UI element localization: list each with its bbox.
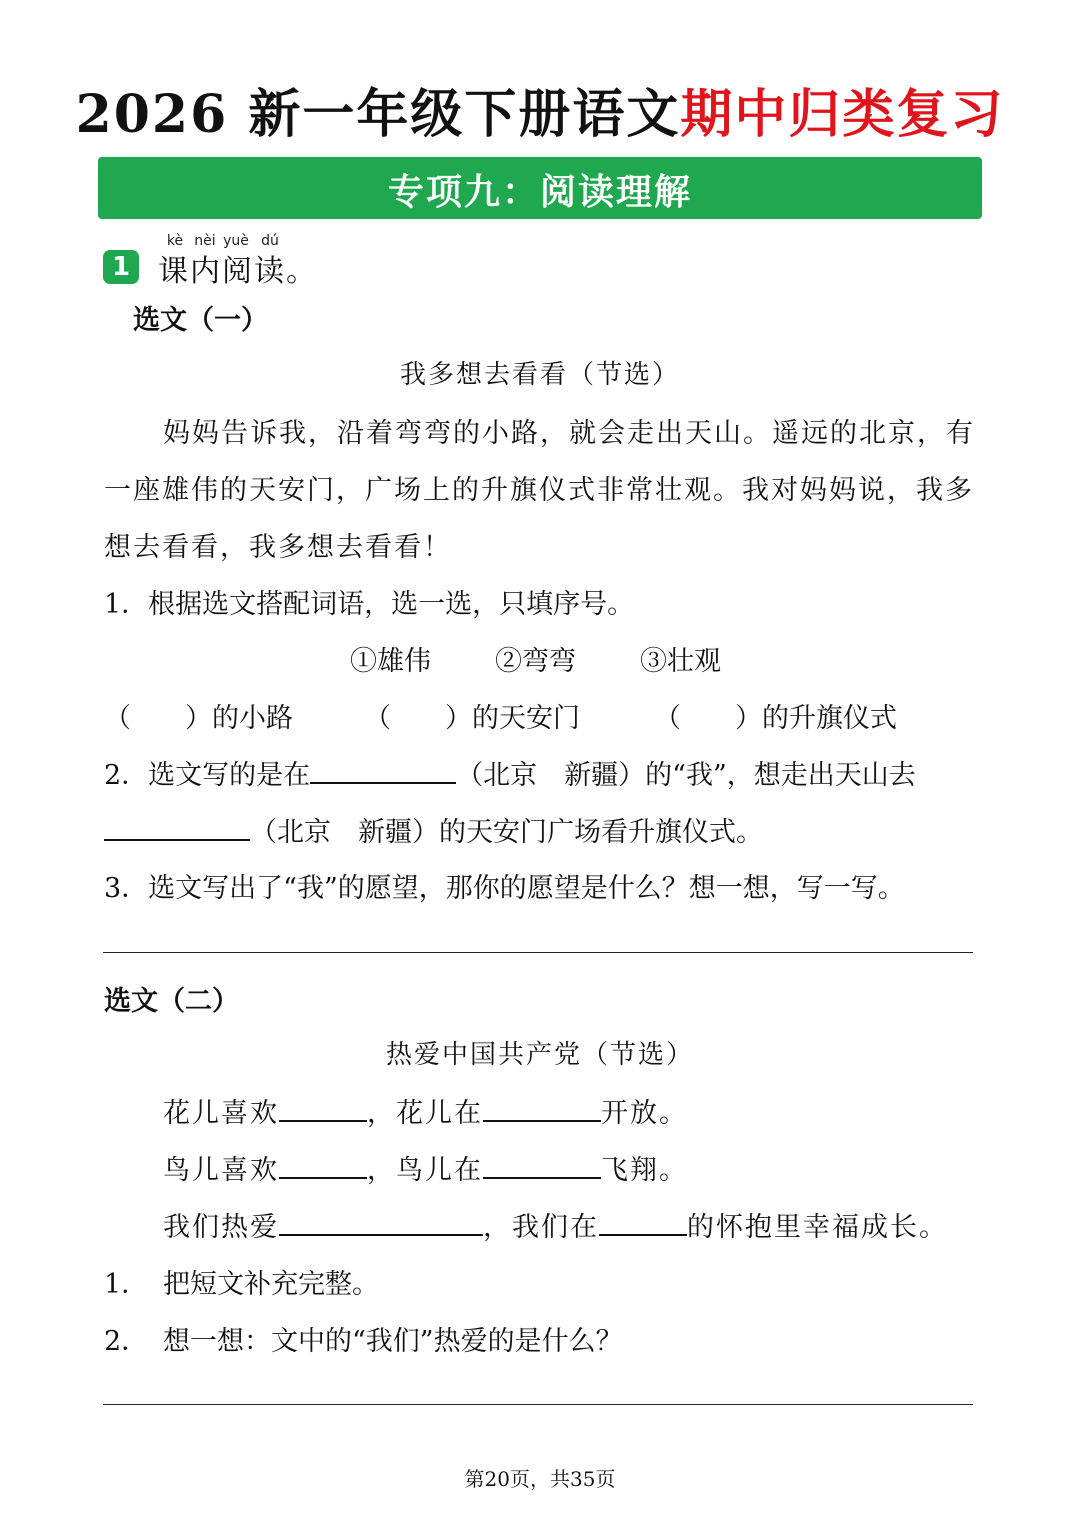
match-blank-3[interactable]: （ ）的升旗仪式 [654,703,897,734]
fill-blank[interactable] [599,1208,687,1236]
page-title-main: 2026 新一年级下册语文 [75,84,681,145]
answer-line[interactable] [103,952,973,953]
passage1-question-3: 3．选文写出了“我”的愿望，那你的愿望是什么？想一想，写一写。 [104,873,905,904]
fill-blank[interactable] [310,756,456,784]
passage1-question-2-cont [104,810,763,849]
passage2-line-3 [163,1205,948,1244]
pinyin-nei: nèi [194,233,216,249]
line-text: 花儿喜欢 [163,1098,279,1129]
passage2-question-1-number: 1． [104,1269,149,1300]
passage1-question-2 [104,753,916,792]
fill-blank[interactable] [483,1094,601,1122]
question-number-badge: 1 [103,250,139,284]
passage1-line-3: 想去看看，我多想去看看！ [104,532,452,563]
passage2-label: 选文（二） [104,986,239,1017]
passage1-title: 我多想去看看（节选） [399,360,680,390]
passage1-line-2: 一座雄伟的天安门，广场上的升旗仪式非常壮观。我对妈妈说，我多 [104,475,974,506]
passage2-question-2: 想一想：文中的“我们”热爱的是什么？ [163,1326,623,1357]
fill-blank[interactable] [279,1208,483,1236]
pinyin-ke: kè [166,233,184,249]
pinyin-du: dú [261,233,279,249]
line-text: 飞翔。 [601,1155,688,1186]
match-blank-2[interactable]: （ ）的天安门 [364,703,580,734]
q2-text-a: 2．选文写的是在 [104,760,311,791]
passage2-question-2-number: 2． [104,1326,149,1357]
line-text: ，我们在 [483,1212,599,1243]
passage1-question-1: 1．根据选文搭配词语，选一选，只填序号。 [104,589,635,620]
fill-blank[interactable] [483,1151,601,1179]
pinyin-yue: yuè [223,233,249,249]
line-text: 开放。 [601,1098,688,1129]
answer-line[interactable] [103,1404,973,1405]
q2-text-b: （北京 新疆）的“我”，想走出天山去 [456,760,916,791]
line-text: 鸟儿喜欢 [163,1155,279,1186]
page-number: 第20页，共35页 [464,1467,616,1491]
section-banner-title: 专项九：阅读理解 [387,171,692,213]
page-title [0,72,1080,147]
section-heading: 课内阅读。 [158,254,318,289]
passage2-line-2 [163,1148,688,1187]
line-text: ，花儿在 [367,1098,483,1129]
option-1: ①雄伟 [350,646,431,677]
fill-blank[interactable] [279,1094,367,1122]
q2-text-c: （北京 新疆）的天安门广场看升旗仪式。 [250,817,763,848]
passage2-title: 热爱中国共产党（节选） [385,1040,694,1070]
passage1-label: 选文（一） [133,305,268,336]
option-3: ③壮观 [640,646,721,677]
line-text: 的怀抱里幸福成长。 [687,1212,948,1243]
option-2: ②弯弯 [495,646,576,677]
passage2-question-1: 把短文补充完整。 [163,1269,379,1300]
passage1-line-1: 妈妈告诉我，沿着弯弯的小路，就会走出天山。遥远的北京，有 [163,418,975,449]
line-text: 我们热爱 [163,1212,279,1243]
fill-blank[interactable] [279,1151,367,1179]
passage2-line-1 [163,1091,688,1130]
match-blank-1[interactable]: （ ）的小路 [104,703,293,734]
fill-blank[interactable] [104,813,250,841]
page-title-highlight: 期中归类复习 [680,84,1005,145]
line-text: ，鸟儿在 [367,1155,483,1186]
